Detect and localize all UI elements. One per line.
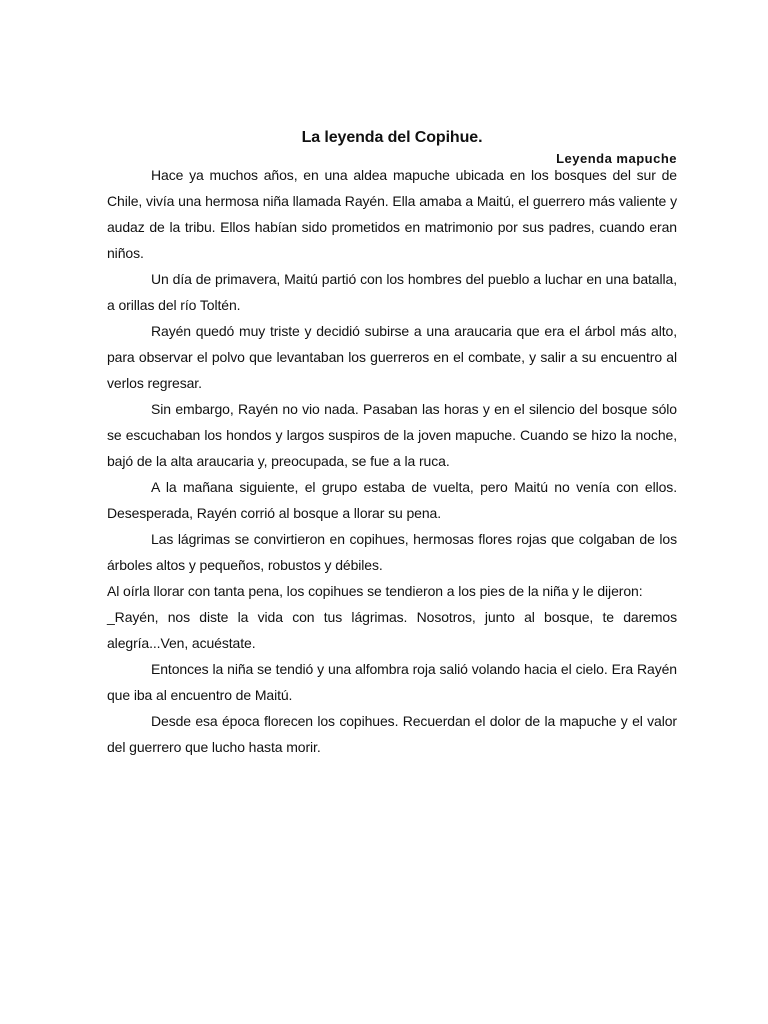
paragraph: Desde esa época florecen los copihues. Recuerdan el dolor de la mapuche y el valor del guerrero que lucho hasta morir. xyxy=(107,713,677,755)
document-subtitle: Leyenda mapuche xyxy=(556,151,677,166)
document-title: La leyenda del Copihue. xyxy=(301,129,483,146)
paragraph: A la mañana siguiente, el grupo estaba de vuelta, pero Maitú no venía con ellos. Desesperada, Rayén corrió al bosque a llorar su pena. xyxy=(107,479,677,521)
document-body xyxy=(107,162,677,760)
document-page xyxy=(107,128,677,760)
paragraph: Sin embargo, Rayén no vio nada. Pasaban las horas y en el silencio del bosque sólo se escuchaban los hondos y largos suspiros de la joven mapuche. Cuando se hizo la noche, bajó de la alta araucaria y, preocupada, se fue a la ruca. xyxy=(107,401,677,469)
paragraph: _Rayén, nos diste la vida con tus lágrimas. Nosotros, junto al bosque, te daremos alegría...Ven, acuéstate. xyxy=(107,609,677,651)
paragraph: Entonces la niña se tendió y una alfombra roja salió volando hacia el cielo. Era Rayén que iba al encuentro de Maitú. xyxy=(107,661,677,703)
paragraph: Las lágrimas se convirtieron en copihues, hermosas flores rojas que colgaban de los árboles altos y pequeños, robustos y débiles. xyxy=(107,531,677,573)
paragraph: Un día de primavera, Maitú partió con los hombres del pueblo a luchar en una batalla, a orillas del río Toltén. xyxy=(107,271,677,313)
paragraph: Rayén quedó muy triste y decidió subirse a una araucaria que era el árbol más alto, para observar el polvo que levantaban los guerreros en el combate, y salir a su encuentro al verlos regresar. xyxy=(107,323,677,391)
paragraph: Hace ya muchos años, en una aldea mapuche ubicada en los bosques del sur de Chile, vivía una hermosa niña llamada Rayén. Ella amaba a Maitú, el guerrero más valiente y audaz de la tribu. Ellos habían sido prometidos en matrimonio por sus padres, cuando eran niños. xyxy=(107,167,677,261)
paragraph: Al oírla llorar con tanta pena, los copihues se tendieron a los pies de la niña y le dijeron: xyxy=(107,583,643,599)
